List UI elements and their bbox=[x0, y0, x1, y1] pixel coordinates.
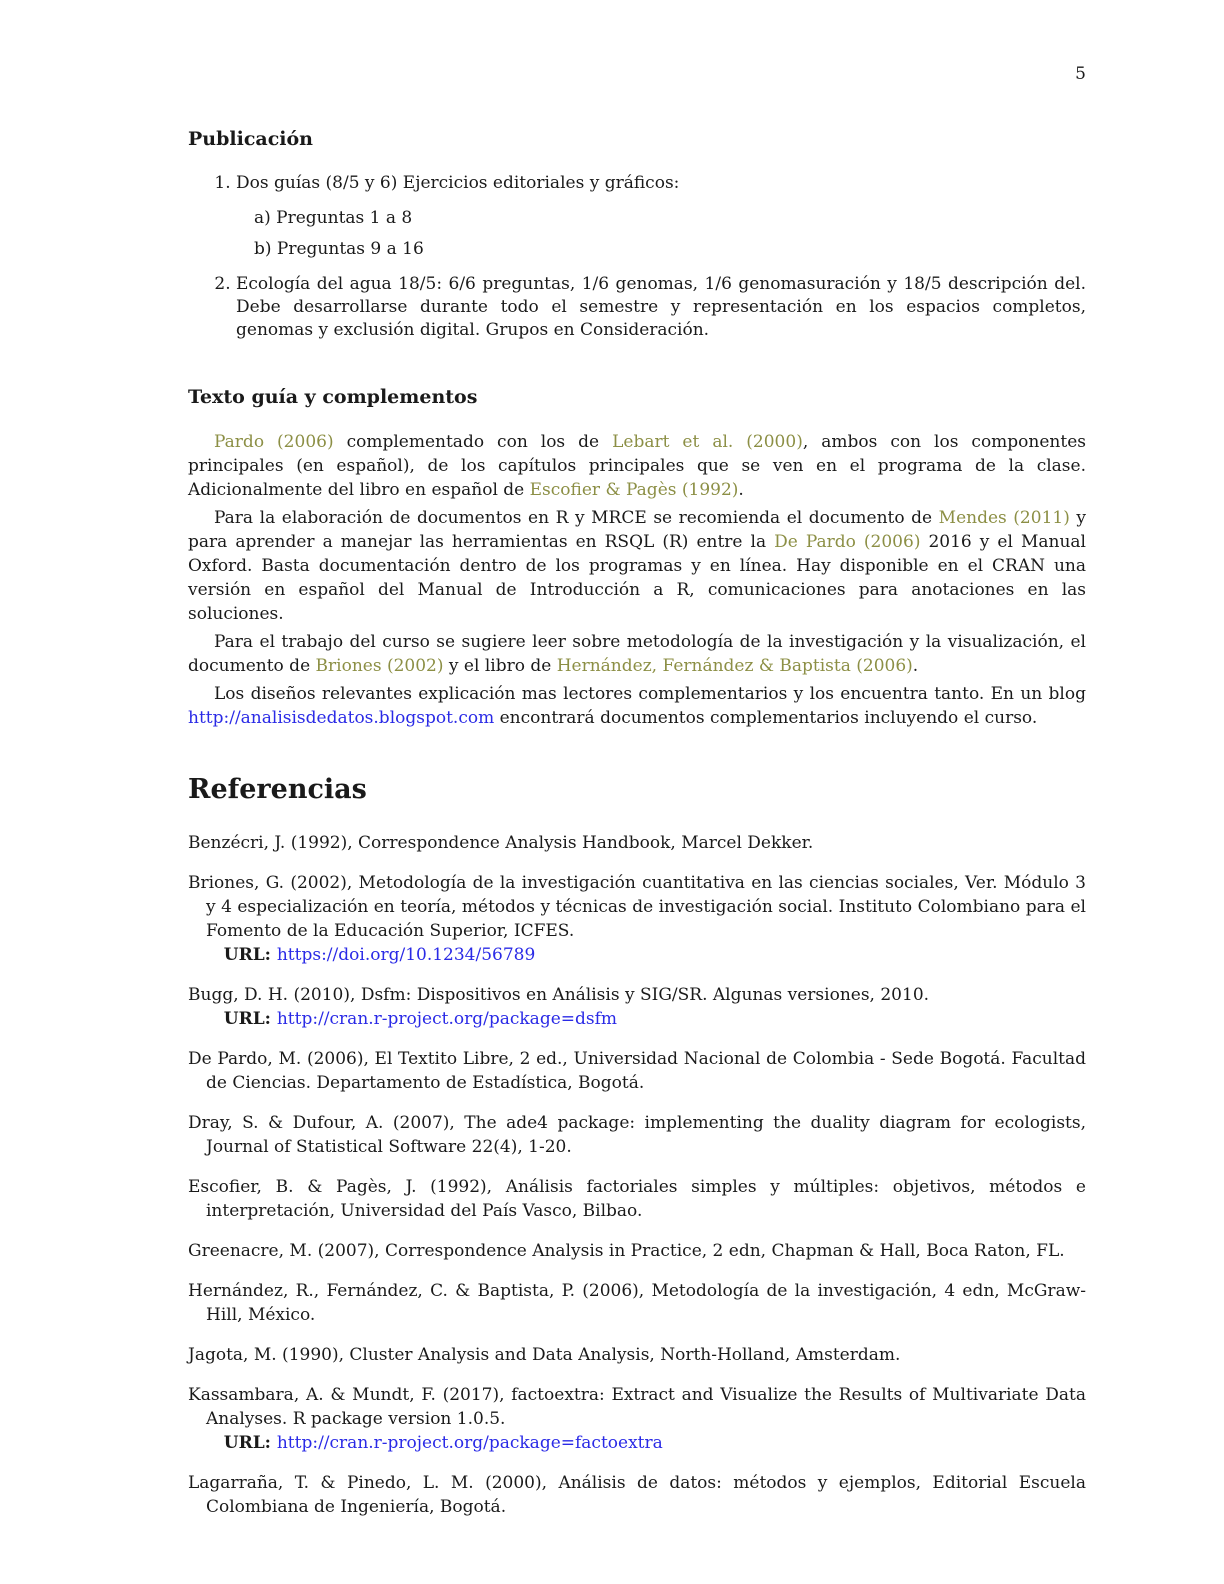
reference-entry bbox=[188, 1047, 1086, 1095]
paragraph: Los diseños relevantes explicación mas lectores complementarios y los encuentra tanto. En un blog http://analisisdedatos.blogspot.com encontrará documentos complementarios incluyendo el curso. bbox=[188, 684, 1086, 728]
sub-list-item: b) Preguntas 9 a 16 bbox=[254, 239, 424, 259]
page-number: 5 bbox=[1075, 64, 1086, 84]
reference-entry bbox=[188, 983, 1086, 1031]
list-item: 2. Ecología del agua 18/5: 6/6 preguntas, 1/6 genomas, 1/6 genomasuración y 18/5 descripción del. Debe desarrollarse durante todo el semestre y representación en los espacios completos, genomas y exclusión digital. Grupos en Consideración. bbox=[236, 273, 1086, 342]
url-label: URL: bbox=[206, 1433, 277, 1453]
paragraph: Para el trabajo del curso se sugiere leer sobre metodología de la investigación y la visualización, el documento de Briones (2002) y el libro de Hernández, Fernández & Baptista (2006). bbox=[188, 632, 1086, 676]
reference-entry bbox=[188, 1111, 1086, 1159]
reference-entry bbox=[188, 831, 1086, 855]
reference-url-link[interactable]: https://doi.org/10.1234/56789 bbox=[276, 945, 536, 965]
reference-entry bbox=[188, 871, 1086, 967]
citation-link[interactable]: Escofier & Pagès (1992) bbox=[529, 480, 739, 500]
citation-link[interactable]: Pardo (2006) bbox=[214, 432, 334, 452]
reference-text: Dray, S. & Dufour, A. (2007), The ade4 package: implementing the duality diagram for ecologists, Journal of Statistical Software 22(4), 1-20. bbox=[188, 1113, 1086, 1157]
list-item-text: Dos guías (8/5 y 6) Ejercicios editoriales y gráficos: bbox=[236, 173, 680, 193]
citation-link[interactable]: Hernández, Fernández & Baptista (2006) bbox=[556, 656, 913, 676]
reference-text: Bugg, D. H. (2010), Dsfm: Dispositivos en Análisis y SIG/SR. Algunas versiones, 2010. bbox=[188, 985, 930, 1005]
reference-text: Greenacre, M. (2007), Correspondence Analysis in Practice, 2 edn, Chapman & Hall, Boca Raton, FL. bbox=[188, 1241, 1065, 1261]
sub-list-item: a) Preguntas 1 a 8 bbox=[254, 208, 413, 228]
paragraph: Para la elaboración de documentos en R y MRCE se recomienda el documento de Mendes (2011) y para aprender a manejar las herramientas en RSQL (R) entre la De Pardo (2006) 2016 y el Manual Oxford. Basta documentación dentro de los programas y en línea. Hay disponible en el CRAN una versión en español del Manual de Introducción a R, comunicaciones para anotaciones en las soluciones. bbox=[188, 508, 1086, 624]
reference-list bbox=[188, 831, 1086, 1519]
reference-text: Escofier, B. & Pagès, J. (1992), Análisis factoriales simples y múltiples: objetivos, métodos e interpretación, Universidad del País Vasco, Bilbao. bbox=[188, 1177, 1086, 1221]
blog-url-link[interactable]: http://analisisdedatos.blogspot.com bbox=[188, 708, 495, 728]
reference-text: Benzécri, J. (1992), Correspondence Analysis Handbook, Marcel Dekker. bbox=[188, 833, 814, 853]
reference-text: Kassambara, A. & Mundt, F. (2017), factoextra: Extract and Visualize the Results of Multivariate Data Analyses. R package version 1.0.5. bbox=[188, 1385, 1086, 1429]
url-label: URL: bbox=[206, 1009, 277, 1029]
section-heading-referencias: Referencias bbox=[188, 774, 367, 805]
reference-text: Briones, G. (2002), Metodología de la investigación cuantitativa en las ciencias sociales, Ver. Módulo 3 y 4 especialización en teoría, métodos y técnicas de investigación social. Instituto Colombiano para el Fomento de la Educación Superior, ICFES. bbox=[188, 873, 1086, 941]
list-item bbox=[236, 172, 1086, 261]
section-heading-publicacion: Publicación bbox=[188, 128, 313, 150]
reference-entry bbox=[188, 1343, 1086, 1367]
reference-text: Jagota, M. (1990), Cluster Analysis and Data Analysis, North-Holland, Amsterdam. bbox=[188, 1345, 901, 1365]
paragraph: Pardo (2006) complementado con los de Lebart et al. (2000), ambos con los componentes principales (en español), de los capítulos principales que se ven en el programa de la clase. Adicionalmente del libro en español de Escofier & Pagès (1992). bbox=[188, 432, 1086, 500]
url-label: URL: bbox=[206, 945, 277, 965]
reference-url-link[interactable]: http://cran.r-project.org/package=factoextra bbox=[276, 1433, 663, 1453]
reference-entry bbox=[188, 1175, 1086, 1223]
sub-list bbox=[254, 207, 1086, 261]
citation-link[interactable]: Lebart et al. (2000) bbox=[612, 432, 803, 452]
publicacion-list bbox=[188, 172, 1086, 342]
section-heading-textos: Texto guía y complementos bbox=[188, 386, 478, 408]
reference-entry bbox=[188, 1239, 1086, 1263]
page-content bbox=[188, 128, 1086, 1535]
reference-text: Lagarraña, T. & Pinedo, L. M. (2000), Análisis de datos: métodos y ejemplos, Editorial Escuela Colombiana de Ingeniería, Bogotá. bbox=[188, 1473, 1086, 1517]
citation-link[interactable]: Mendes (2011) bbox=[938, 508, 1070, 528]
reference-entry bbox=[188, 1279, 1086, 1327]
reference-entry bbox=[188, 1383, 1086, 1455]
reference-text: Hernández, R., Fernández, C. & Baptista, P. (2006), Metodología de la investigación, 4 edn, McGraw-Hill, México. bbox=[188, 1281, 1086, 1325]
reference-entry bbox=[188, 1471, 1086, 1519]
citation-link[interactable]: De Pardo (2006) bbox=[774, 532, 921, 552]
citation-link[interactable]: Briones (2002) bbox=[315, 656, 444, 676]
reference-url-link[interactable]: http://cran.r-project.org/package=dsfm bbox=[276, 1009, 618, 1029]
reference-text: De Pardo, M. (2006), El Textito Libre, 2 ed., Universidad Nacional de Colombia - Sede Bogotá. Facultad de Ciencias. Departamento de Estadística, Bogotá. bbox=[188, 1049, 1086, 1093]
